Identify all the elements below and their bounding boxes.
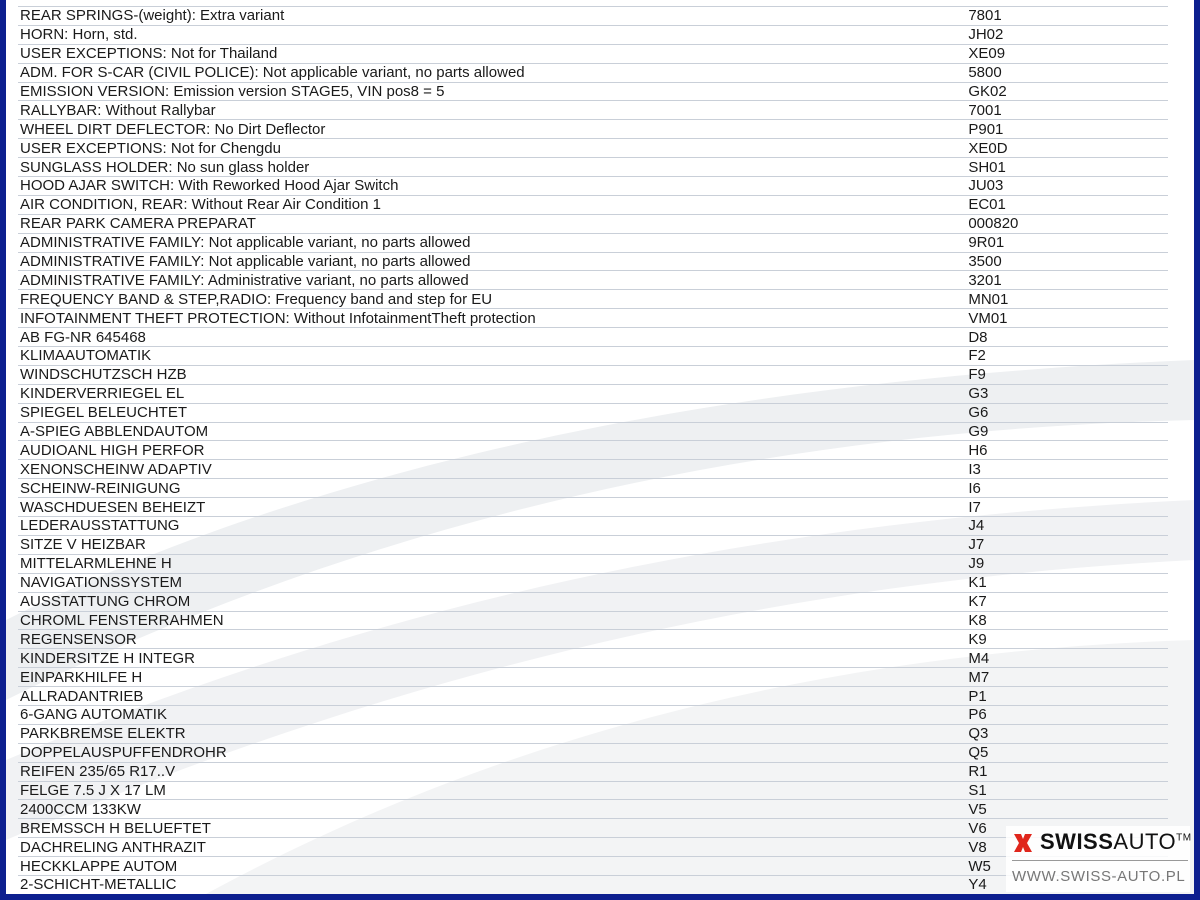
option-code: J9 bbox=[968, 555, 985, 573]
option-code: K9 bbox=[968, 630, 987, 648]
table-row bbox=[18, 725, 1168, 744]
option-description: WINDSCHUTZSCH HZB bbox=[20, 366, 187, 384]
table-row bbox=[18, 309, 1168, 328]
option-description: AIR CONDITION, REAR: Without Rear Air Condition 1 bbox=[20, 196, 381, 214]
logo-url: WWW.SWISS-AUTO.PL bbox=[1012, 868, 1186, 885]
option-description: INFOTAINMENT THEFT PROTECTION: Without InfotainmentTheft protection bbox=[20, 309, 536, 327]
option-description: ALLRADANTRIEB bbox=[20, 687, 144, 705]
table-row bbox=[18, 441, 1168, 460]
option-description: 2-SCHICHT-METALLIC bbox=[20, 876, 177, 894]
option-code: S1 bbox=[968, 781, 987, 799]
option-code: V6 bbox=[968, 819, 987, 837]
option-code: VM01 bbox=[968, 309, 1008, 327]
table-row bbox=[18, 26, 1168, 45]
logo-brand-light: AUTO bbox=[1113, 829, 1177, 854]
table-row bbox=[18, 857, 1168, 876]
option-code: R1 bbox=[968, 763, 988, 781]
option-code: 3201 bbox=[968, 271, 1002, 289]
option-code: M4 bbox=[968, 649, 990, 667]
option-code: I6 bbox=[968, 479, 981, 497]
option-description: ADMINISTRATIVE FAMILY: Administrative variant, no parts allowed bbox=[20, 271, 469, 289]
option-description: SPIEGEL BELEUCHTET bbox=[20, 404, 187, 422]
table-row bbox=[18, 612, 1168, 631]
option-description: KINDERSITZE H INTEGR bbox=[20, 649, 196, 667]
option-description: AB FG-NR 645468 bbox=[20, 328, 146, 346]
option-code: I3 bbox=[968, 460, 981, 478]
table-row bbox=[18, 404, 1168, 423]
table-row bbox=[18, 215, 1168, 234]
table-row bbox=[18, 536, 1168, 555]
table-row bbox=[18, 819, 1168, 838]
table-row bbox=[18, 290, 1168, 309]
table-row bbox=[18, 555, 1168, 574]
option-code: 3500 bbox=[968, 253, 1002, 271]
table-row bbox=[18, 120, 1168, 139]
option-description: AUDIOANL HIGH PERFOR bbox=[20, 441, 205, 459]
option-code: H6 bbox=[968, 441, 988, 459]
option-description: KLIMAAUTOMATIK bbox=[20, 347, 152, 365]
option-description: HOOD AJAR SWITCH: With Reworked Hood Ajar Switch bbox=[20, 177, 399, 195]
option-description: 6-GANG AUTOMATIK bbox=[20, 706, 167, 724]
option-code: MN01 bbox=[968, 290, 1009, 308]
option-code: 9R01 bbox=[968, 234, 1005, 252]
option-code: K7 bbox=[968, 593, 987, 611]
table-row bbox=[18, 668, 1168, 687]
table-row bbox=[18, 158, 1168, 177]
option-description: ADMINISTRATIVE FAMILY: Not applicable variant, no parts allowed bbox=[20, 234, 471, 252]
option-code: GK02 bbox=[968, 83, 1007, 100]
table-row bbox=[18, 423, 1168, 442]
table-row bbox=[18, 460, 1168, 479]
table-row bbox=[18, 7, 1168, 26]
logo-brand-bold: SWISS bbox=[1040, 829, 1114, 854]
option-description: WHEEL DIRT DEFLECTOR: No Dirt Deflector bbox=[20, 120, 326, 138]
table-row bbox=[18, 328, 1168, 347]
option-description: A-SPIEG ABBLENDAUTOM bbox=[20, 423, 209, 441]
table-row bbox=[18, 366, 1168, 385]
swiss-cross-icon bbox=[1012, 832, 1034, 854]
option-code: XE09 bbox=[968, 45, 1006, 63]
option-description: HECKKLAPPE AUTOM bbox=[20, 857, 178, 875]
table-row bbox=[18, 196, 1168, 215]
table-row bbox=[18, 838, 1168, 857]
option-code: D8 bbox=[968, 328, 988, 346]
option-code: K8 bbox=[968, 611, 987, 629]
table-row bbox=[18, 649, 1168, 668]
table-row bbox=[18, 45, 1168, 64]
table-row bbox=[18, 479, 1168, 498]
table-row bbox=[18, 706, 1168, 725]
option-description: USER EXCEPTIONS: Not for Chengdu bbox=[20, 139, 281, 157]
option-code: G3 bbox=[968, 385, 989, 403]
option-description: XENONSCHEINW ADAPTIV bbox=[20, 460, 212, 478]
option-code: P901 bbox=[968, 120, 1004, 138]
table-row bbox=[18, 271, 1168, 290]
option-code: 7801 bbox=[968, 7, 1002, 25]
option-description: SCHEINW-REINIGUNG bbox=[20, 479, 181, 497]
option-description: WASCHDUESEN BEHEIZT bbox=[20, 498, 206, 516]
equipment-code-table bbox=[18, 6, 1168, 894]
option-description: ADMINISTRATIVE FAMILY: Not applicable variant, no parts allowed bbox=[20, 253, 471, 271]
table-row bbox=[18, 64, 1168, 83]
option-description: RALLYBAR: Without Rallybar bbox=[20, 101, 216, 119]
option-code: Y4 bbox=[968, 876, 987, 894]
option-description: FELGE 7.5 J X 17 LM bbox=[20, 781, 166, 799]
option-description: MITTELARMLEHNE H bbox=[20, 555, 172, 573]
option-code: SH01 bbox=[968, 158, 1006, 176]
option-description: SUNGLASS HOLDER: No sun glass holder bbox=[20, 158, 310, 176]
option-code: 7001 bbox=[968, 101, 1002, 119]
option-description: LEDERAUSSTATTUNG bbox=[20, 517, 180, 535]
option-description: SITZE V HEIZBAR bbox=[20, 536, 146, 554]
option-code: G6 bbox=[968, 404, 989, 422]
option-description: PARKBREMSE ELEKTR bbox=[20, 725, 186, 743]
table-row bbox=[18, 517, 1168, 536]
table-row bbox=[18, 253, 1168, 272]
option-description: CHROML FENSTERRAHMEN bbox=[20, 611, 224, 629]
option-description: FREQUENCY BAND & STEP,RADIO: Frequency band and step for EU bbox=[20, 290, 493, 308]
option-code: G9 bbox=[968, 423, 989, 441]
option-code: P1 bbox=[968, 687, 987, 705]
table-row bbox=[18, 593, 1168, 612]
option-code: K1 bbox=[968, 574, 987, 592]
table-row bbox=[18, 630, 1168, 649]
logo-divider bbox=[1012, 860, 1188, 861]
swissauto-logo bbox=[1006, 826, 1190, 892]
table-row bbox=[18, 139, 1168, 158]
option-description: REIFEN 235/65 R17..V bbox=[20, 763, 176, 781]
option-description: NAVIGATIONSSYSTEM bbox=[20, 574, 182, 592]
option-description: HORN: Horn, std. bbox=[20, 26, 138, 44]
option-code: M7 bbox=[968, 668, 990, 686]
option-code: 5800 bbox=[968, 64, 1002, 82]
option-description: DACHRELING ANTHRAZIT bbox=[20, 838, 206, 856]
table-row bbox=[18, 687, 1168, 706]
document-frame bbox=[6, 0, 1194, 894]
logo-wordmark bbox=[1040, 829, 1192, 855]
option-description: AUSSTATTUNG CHROM bbox=[20, 593, 191, 611]
option-code: J4 bbox=[968, 517, 985, 535]
option-description: 2400CCM 133KW bbox=[20, 800, 141, 818]
option-description: REAR SPRINGS-(weight): Extra variant bbox=[20, 7, 285, 25]
option-description: ADM. FOR S-CAR (CIVIL POLICE): Not applicable variant, no parts allowed bbox=[20, 64, 525, 82]
option-code: EC01 bbox=[968, 196, 1006, 214]
option-code: 000820 bbox=[968, 215, 1019, 233]
option-code: P6 bbox=[968, 706, 987, 724]
table-row bbox=[18, 83, 1168, 102]
table-row bbox=[18, 800, 1168, 819]
option-description: DOPPELAUSPUFFENDROHR bbox=[20, 744, 227, 762]
table-row bbox=[18, 347, 1168, 366]
option-code: I7 bbox=[968, 498, 981, 516]
option-code: F2 bbox=[968, 347, 986, 365]
table-row bbox=[18, 763, 1168, 782]
option-description: EMISSION VERSION: Emission version STAGE5, VIN pos8 = 5 bbox=[20, 83, 445, 100]
option-code: XE0D bbox=[968, 139, 1008, 157]
option-description: BREMSSCH H BELUEFTET bbox=[20, 819, 211, 837]
table-row bbox=[18, 498, 1168, 517]
table-row bbox=[18, 744, 1168, 763]
option-description: REGENSENSOR bbox=[20, 630, 137, 648]
option-code: F9 bbox=[968, 366, 986, 384]
option-description: KINDERVERRIEGEL EL bbox=[20, 385, 185, 403]
table-row bbox=[18, 574, 1168, 593]
option-code: J7 bbox=[968, 536, 985, 554]
option-code: V5 bbox=[968, 800, 987, 818]
logo-trademark: TM bbox=[1176, 832, 1192, 844]
option-description: REAR PARK CAMERA PREPARAT bbox=[20, 215, 256, 233]
option-code: V8 bbox=[968, 838, 987, 856]
table-row bbox=[18, 385, 1168, 404]
table-row bbox=[18, 234, 1168, 253]
option-code: W5 bbox=[968, 857, 991, 875]
option-description: EINPARKHILFE H bbox=[20, 668, 143, 686]
table-row bbox=[18, 101, 1168, 120]
option-code: JU03 bbox=[968, 177, 1004, 195]
table-row bbox=[18, 876, 1168, 894]
table-row bbox=[18, 782, 1168, 801]
option-code: Q5 bbox=[968, 744, 989, 762]
table-row bbox=[18, 177, 1168, 196]
option-description: USER EXCEPTIONS: Not for Thailand bbox=[20, 45, 278, 63]
option-code: JH02 bbox=[968, 26, 1004, 44]
option-code: Q3 bbox=[968, 725, 989, 743]
